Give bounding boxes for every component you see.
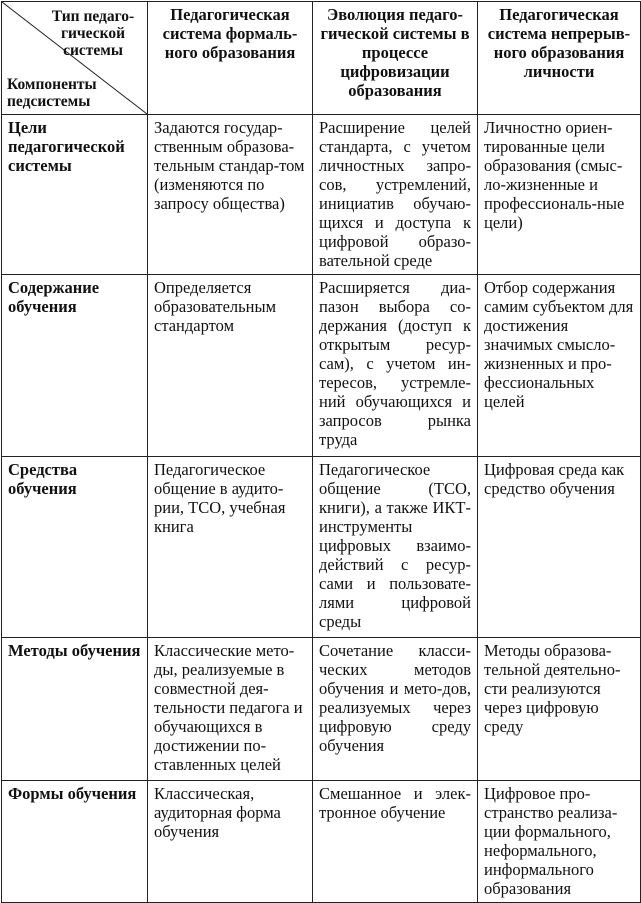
corner-components-label: Компоненты педсистемы (7, 76, 97, 110)
header-continuous-education: Педагогическая система непрерыв-ного образования личности (478, 2, 641, 115)
row-label: Цели педагогической системы (2, 115, 148, 275)
row-label: Формы обучения (2, 781, 148, 903)
table-cell: Методы образова-тельной деятельно-сти реализуются через цифровую среду (478, 638, 641, 781)
table-row (2, 115, 641, 275)
table-cell: Расширение целей стандарта, с учетом личностных запро-сов, устремлений, инициатив обучаю-щихся и доступа к цифровой образо-вательной среде (313, 115, 478, 275)
table-cell: Классические мето-ды, реализуемые в совместной дея-тельности педагога и обучающихся в достижении по-ставленных целей (148, 638, 313, 781)
corner-cell (2, 2, 148, 115)
row-label: Средства обучения (2, 457, 148, 638)
table-cell: Расширяется диа-пазон выбора со-держания (доступ к открытым ресур-сам), с учетом ин-тересов, устремле-ний обучающихся и запросов рынка труда (313, 275, 478, 457)
table-cell: Педагогическое общение (ТСО, книги), а также ИКТ-инструменты цифровых взаимо-действий с ресур-сами и пользовате-лями цифровой среды (313, 457, 478, 638)
header-digitalization-evolution: Эволюция педаго-гической системы в процессе цифровизации образования (313, 2, 478, 115)
table-row (2, 457, 641, 638)
table-cell: Цифровое про-странство реализа-ции формального, неформального, информального образования (478, 781, 641, 903)
table-cell: Цифровая среда как средство обучения (478, 457, 641, 638)
table-cell: Смешанное и элек-тронное обучение (313, 781, 478, 903)
header-formal-education: Педагогическая система формаль-ного образования (148, 2, 313, 115)
table-cell: Определяется образовательным стандартом (148, 275, 313, 457)
row-label: Методы обучения (2, 638, 148, 781)
table-cell: Задаются государ-ственным образова-тельным стандар-том (изменяются по запросу общества) (148, 115, 313, 275)
table-row (2, 275, 641, 457)
table-cell: Классическая, аудиторная форма обучения (148, 781, 313, 903)
header-row (2, 2, 641, 115)
table-cell: Педагогическое общение в аудито-рии, ТСО, учебная книга (148, 457, 313, 638)
table-cell: Отбор содержания самим субъектом для достижения значимых смысло-жизненных и про-фессиональных целей (478, 275, 641, 457)
corner-system-type-label: Тип педаго-гической системы (51, 8, 135, 59)
row-label: Содержание обучения (2, 275, 148, 457)
table-cell: Сочетание класси-ческих методов обучения и мето-дов, реализуемых через цифровую среду обучения (313, 638, 478, 781)
table-row (2, 781, 641, 903)
table-cell: Личностно ориен-тированные цели образования (смыс-ло-жизненные и профессиональ-ные цели) (478, 115, 641, 275)
pedagogical-systems-table (1, 1, 641, 903)
table-row (2, 638, 641, 781)
